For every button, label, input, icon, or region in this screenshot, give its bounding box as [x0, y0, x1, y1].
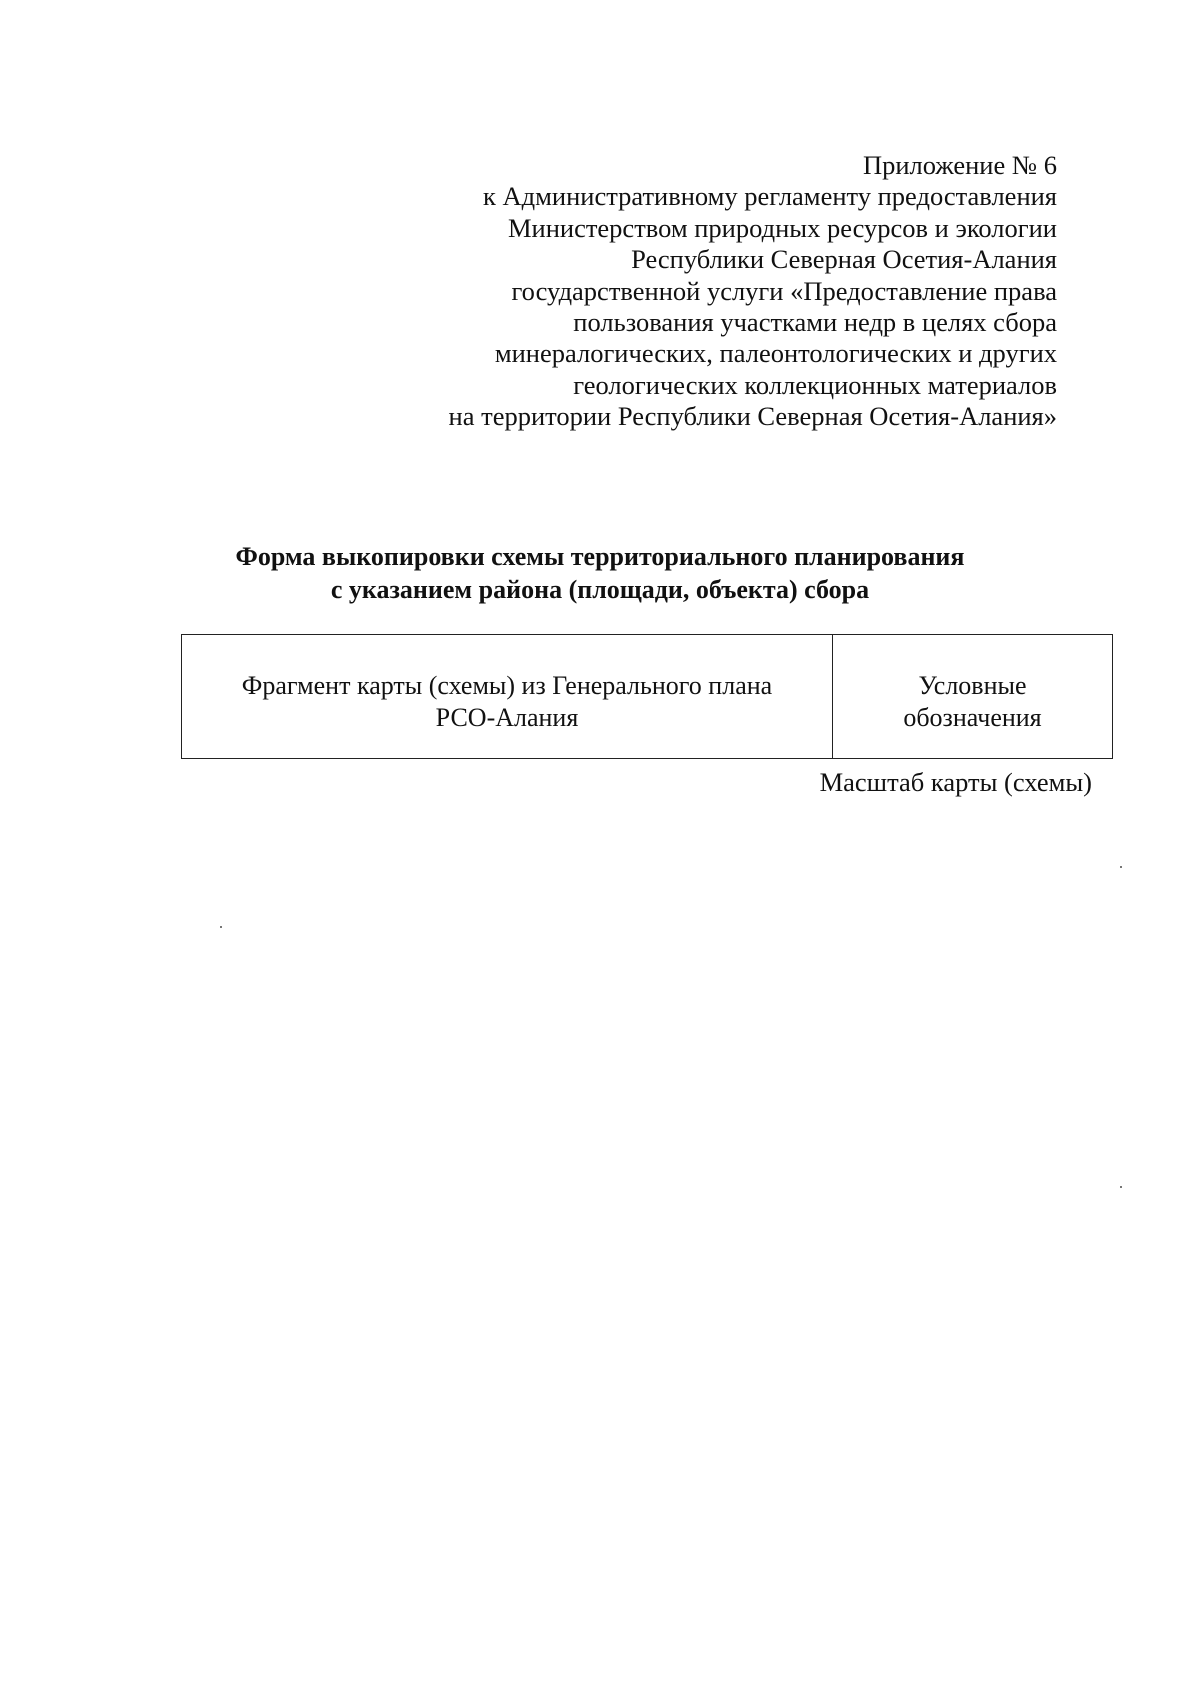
map-fragment-cell	[182, 635, 833, 758]
legend-cell	[833, 635, 1112, 758]
legend-label: Условные	[918, 671, 1027, 700]
appendix-line: Приложение № 6	[862, 150, 1057, 180]
appendix-line: пользования участками недр в целях сбора	[573, 307, 1057, 338]
appendix-line: государственной услуги «Предоставление права	[511, 275, 1057, 306]
appendix-line: Министерством природных ресурсов и экологии	[507, 212, 1057, 243]
form-title-line: Форма выкопировки схемы территориального планирования	[235, 542, 965, 571]
scan-speck	[1120, 1186, 1122, 1188]
legend-label: обозначения	[903, 702, 1042, 732]
appendix-line: на территории Республики Северная Осетия-Алания»	[448, 401, 1057, 432]
scan-speck	[220, 926, 222, 928]
map-scale-label: Масштаб карты (схемы)	[819, 767, 1092, 797]
form-table	[181, 634, 1113, 759]
appendix-header	[337, 150, 1057, 433]
scan-speck	[1120, 866, 1122, 868]
map-fragment-label: РСО-Алания	[435, 702, 579, 732]
appendix-line: минералогических, палеонтологических и других	[494, 338, 1057, 369]
appendix-line: Республики Северная Осетия-Алания	[631, 244, 1057, 275]
form-title	[150, 540, 1050, 606]
form-title-line: с указанием района (площади, объекта) сбора	[330, 575, 870, 604]
map-fragment-label: Фрагмент карты (схемы) из Генерального плана	[241, 671, 773, 700]
appendix-line: к Административному регламенту предоставления	[483, 181, 1057, 212]
appendix-line: геологических коллекционных материалов	[573, 369, 1057, 400]
